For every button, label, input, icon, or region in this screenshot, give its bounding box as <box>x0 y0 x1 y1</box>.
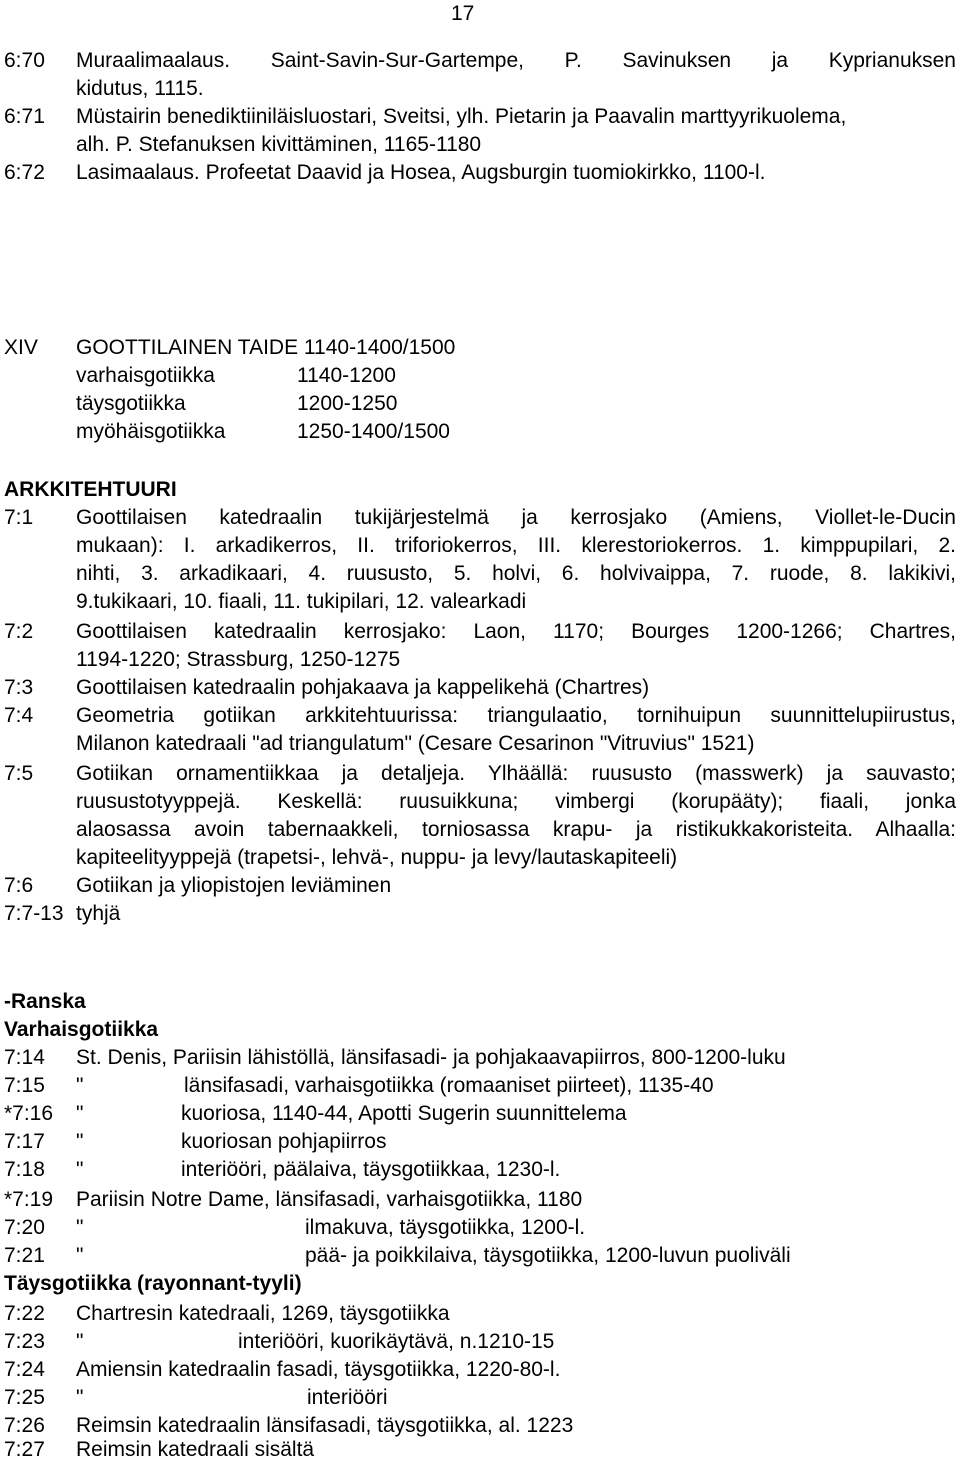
entry-code: 7:18 <box>4 1158 45 1181</box>
entry-text: Goottilaisen katedraalin tukijärjestelmä ja kerrosjako (Amiens, Viollet-le-Ducin <box>76 506 956 529</box>
page-number: 17 <box>451 2 475 25</box>
subsection-heading: -Ranska <box>4 990 86 1013</box>
entry-text: Goottilaisen katedraalin kerrosjako: Laon, 1170; Bourges 1200-1266; Chartres, <box>76 620 956 643</box>
entry-text: Müstairin benediktiiniläisluostari, Sveitsi, ylh. Pietarin ja Paavalin marttyyrikuolema, <box>76 105 847 128</box>
ditto-mark: " <box>76 1158 84 1181</box>
ditto-mark: " <box>76 1216 84 1239</box>
entry-text: mukaan): I. arkadikerros, II. triforiokerros, III. klerestoriokerros. 1. kimppupilari, 2. <box>76 534 956 557</box>
entry-text: Goottilaisen katedraalin pohjakaava ja kappelikehä (Chartres) <box>76 676 650 699</box>
entry-text: ilmakuva, täysgotiikka, 1200-l. <box>305 1216 586 1239</box>
ditto-mark: " <box>76 1130 84 1153</box>
entry-code: 7:6 <box>4 874 34 897</box>
entry-text: kidutus, 1115. <box>76 77 204 100</box>
entry-code: 6:71 <box>4 105 45 128</box>
entry-text: Milanon katedraali "ad triangulatum" (Cesare Cesarinon "Vitruvius" 1521) <box>76 732 755 755</box>
entry-code: 7:4 <box>4 704 34 727</box>
entry-code: 7:26 <box>4 1414 45 1437</box>
entry-text: Chartresin katedraali, 1269, täysgotiikka <box>76 1302 450 1325</box>
period-name: varhaisgotiikka <box>76 364 215 387</box>
entry-text: Muraalimaalaus. Saint-Savin-Sur-Gartempe, P. Savinuksen ja Kyprianuksen <box>76 49 956 72</box>
entry-text: 1194-1220; Strassburg, 1250-1275 <box>76 648 401 671</box>
entry-text: pää- ja poikkilaiva, täysgotiikka, 1200-luvun puoliväli <box>305 1244 791 1267</box>
entry-code: 7:17 <box>4 1130 45 1153</box>
ditto-mark: " <box>76 1386 84 1409</box>
entry-text: interiööri, päälaiva, täysgotiikkaa, 1230-l. <box>181 1158 561 1181</box>
entry-code: 7:7-13 <box>4 902 64 925</box>
entry-code: 7:24 <box>4 1358 45 1381</box>
period-heading: Varhaisgotiikka <box>4 1018 159 1041</box>
entry-code: 7:22 <box>4 1302 45 1325</box>
entry-code: 7:25 <box>4 1386 45 1409</box>
entry-text: interiööri <box>307 1386 388 1409</box>
entry-text: Geometria gotiikan arkkitehtuurissa: triangulaatio, tornihuipun suunnittelupiirustus, <box>76 704 956 727</box>
ditto-mark: " <box>76 1330 84 1353</box>
entry-code: 6:70 <box>4 49 45 72</box>
entry-text: Lasimaalaus. Profeetat Daavid ja Hosea, Augsburgin tuomiokirkko, 1100-l. <box>76 161 766 184</box>
entry-text: Reimsin katedraali sisältä <box>76 1438 315 1461</box>
entry-code: 7:1 <box>4 506 34 529</box>
entry-text: Pariisin Notre Dame, länsifasadi, varhaisgotiikka, 1180 <box>76 1188 583 1211</box>
period-range: 1140-1200 <box>297 364 396 387</box>
entry-text: länsifasadi, varhaisgotiikka (romaaniset piirteet), 1135-40 <box>184 1074 714 1097</box>
entry-text: tyhjä <box>76 902 121 925</box>
entry-code: 7:27 <box>4 1438 45 1461</box>
entry-text: alh. P. Stefanuksen kivittäminen, 1165-1180 <box>76 133 482 156</box>
chapter-number: XIV <box>4 336 38 359</box>
entry-code: *7:19 <box>4 1188 54 1211</box>
ditto-mark: " <box>76 1102 84 1125</box>
entry-text: Gotiikan ja yliopistojen leviäminen <box>76 874 392 897</box>
period-name: täysgotiikka <box>76 392 186 415</box>
entry-text: nihti, 3. arkadikaari, 4. ruususto, 5. holvi, 6. holvivaippa, 7. ruode, 8. lakikivi, <box>76 562 956 585</box>
period-range: 1200-1250 <box>297 392 398 415</box>
ditto-mark: " <box>76 1074 84 1097</box>
entry-text: Reimsin katedraalin länsifasadi, täysgotiikka, al. 1223 <box>76 1414 574 1437</box>
entry-code: 7:2 <box>4 620 34 643</box>
entry-code: 6:72 <box>4 161 45 184</box>
entry-code: 7:23 <box>4 1330 45 1353</box>
entry-text: kuoriosan pohjapiirros <box>181 1130 387 1153</box>
entry-text: St. Denis, Pariisin lähistöllä, länsifasadi- ja pohjakaavapiirros, 800-1200-luku <box>76 1046 786 1069</box>
entry-code: 7:3 <box>4 676 34 699</box>
entry-text: ruusustotyyppejä. Keskellä: ruusuikkuna; vimbergi (korupääty); fiaali, jonka <box>76 790 956 813</box>
entry-text: Amiensin katedraalin fasadi, täysgotiikka, 1220-80-l. <box>76 1358 561 1381</box>
period-range: 1250-1400/1500 <box>297 420 450 443</box>
entry-code: 7:14 <box>4 1046 45 1069</box>
entry-code: 7:21 <box>4 1244 45 1267</box>
entry-text: Gotiikan ornamentiikkaa ja detaljeja. Ylhäällä: ruususto (masswerk) ja sauvasto; <box>76 762 956 785</box>
ditto-mark: " <box>76 1244 84 1267</box>
entry-code: *7:16 <box>4 1102 54 1125</box>
entry-text: interiööri, kuorikäytävä, n.1210-15 <box>238 1330 555 1353</box>
entry-text: 9.tukikaari, 10. fiaali, 11. tukipilari, 12. valearkadi <box>76 590 527 613</box>
entry-text: kuoriosa, 1140-44, Apotti Sugerin suunnittelema <box>181 1102 627 1125</box>
entry-code: 7:5 <box>4 762 34 785</box>
period-name: myöhäisgotiikka <box>76 420 226 443</box>
entry-code: 7:15 <box>4 1074 45 1097</box>
period-heading: Täysgotiikka (rayonnant-tyyli) <box>4 1272 302 1295</box>
entry-text: alaosassa avoin tabernaakkeli, torniosassa krapu- ja ristikukkakoristeita. Alhaalla: <box>76 818 956 841</box>
section-heading: ARKKITEHTUURI <box>4 478 177 501</box>
chapter-title: GOOTTILAINEN TAIDE 1140-1400/1500 <box>76 336 456 359</box>
entry-text: kapiteelityyppejä (trapetsi-, lehvä-, nuppu- ja levy/lautaskapiteeli) <box>76 846 678 869</box>
entry-code: 7:20 <box>4 1216 45 1239</box>
